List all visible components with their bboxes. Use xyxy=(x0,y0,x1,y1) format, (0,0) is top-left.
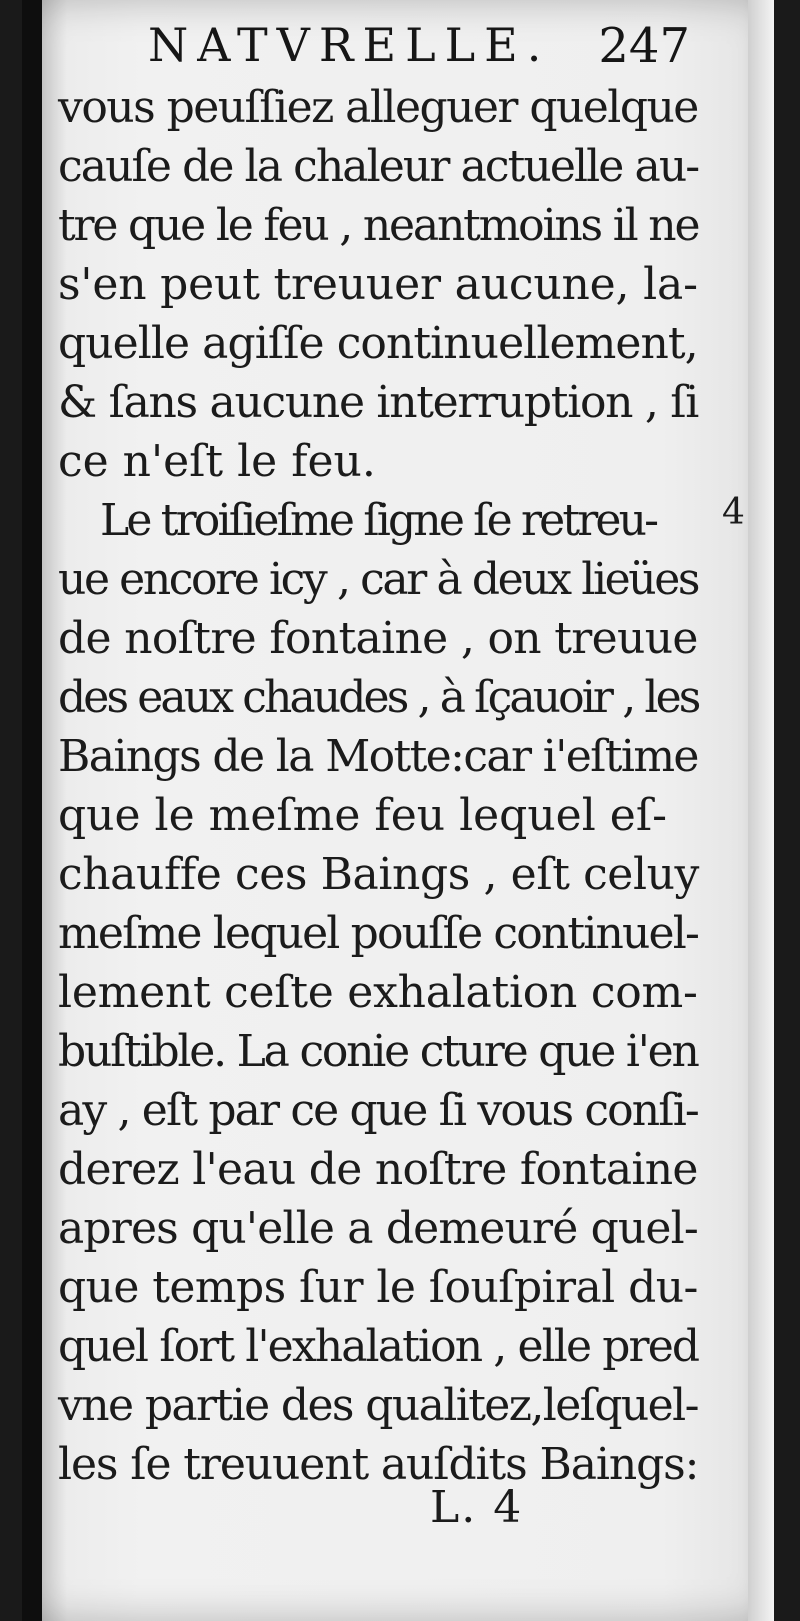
running-title: NATVRELLE. xyxy=(148,18,551,72)
text-line: ay , eſt par ce que ſi vous conſi- xyxy=(58,1085,698,1136)
text-line: Baings de la Motte:car i'eſtime xyxy=(58,731,698,782)
text-line: que temps ſur le ſouſpiral du- xyxy=(58,1262,698,1313)
text-line: apres qu'elle a demeuré quel- xyxy=(58,1203,698,1254)
text-line: que le meſme feu lequel eſ- xyxy=(58,790,667,841)
text-line: quel ſort l'exhalation , elle pred xyxy=(58,1321,699,1372)
signature-mark: L. 4 xyxy=(430,1482,524,1533)
text-line: s'en peut treuuer aucune, la- xyxy=(58,259,698,310)
text-line: de noſtre fontaine , on treuue xyxy=(58,613,698,664)
page-right-edge xyxy=(748,0,774,1621)
text-line: cauſe de la chaleur actuelle au- xyxy=(58,141,699,192)
text-line: quelle agiſſe continuellement, xyxy=(58,318,698,369)
text-line: lement ceſte exhalation com- xyxy=(58,967,698,1018)
page-header xyxy=(110,18,690,80)
text-line: des eaux chaudes , à ſçauoir , les xyxy=(58,672,699,723)
text-line: tre que le feu , neantmoins il ne xyxy=(58,200,699,251)
body-text xyxy=(58,78,698,1494)
text-line: buſtible. La conie cture que i'en xyxy=(58,1026,698,1077)
text-line: vne partie des qualitez,leſquel- xyxy=(58,1380,698,1431)
paragraph-start-line: Le troiſieſme ſigne ſe retreu- xyxy=(100,495,657,546)
page-number: 247 xyxy=(598,18,690,74)
text-line: les ſe treuuent auſdits Baings: xyxy=(58,1439,699,1490)
text-line: & ſans aucune interruption , ſi xyxy=(58,377,699,428)
margin-note: 4 xyxy=(722,492,745,533)
text-line: vous peuſſiez alleguer quelque xyxy=(58,82,698,133)
text-line: derez l'eau de noſtre fontaine xyxy=(58,1144,698,1195)
text-line: chauffe ces Baings , eſt celuy xyxy=(58,849,700,900)
text-line: ue encore icy , car à deux lieües xyxy=(58,554,699,605)
text-line: ce n'eſt le feu. xyxy=(58,436,376,487)
page-gutter-shadow xyxy=(22,0,42,1621)
text-line: meſme lequel pouſſe continuel- xyxy=(58,908,698,959)
